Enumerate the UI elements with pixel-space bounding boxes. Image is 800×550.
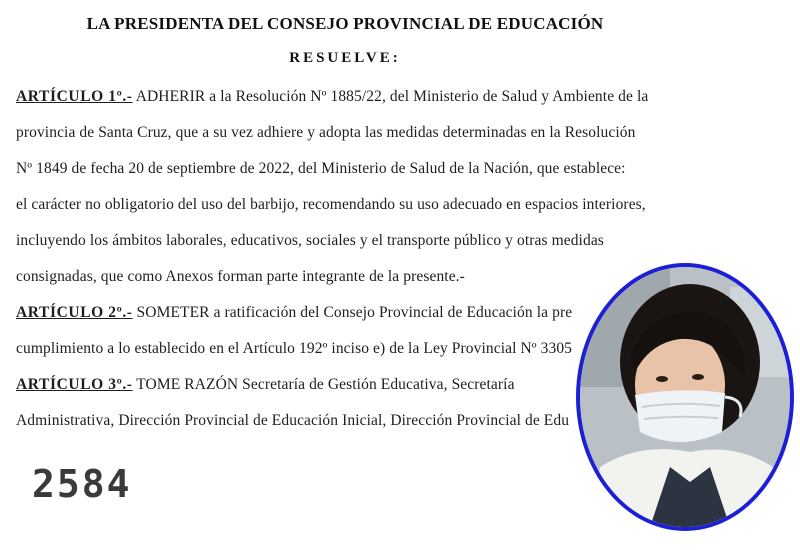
- article-2-text: SOMETER a ratificación del Consejo Provincial de Educación la pre: [132, 304, 573, 321]
- article-2-line-1: [16, 304, 572, 322]
- article-3-line-2: Administrativa, Dirección Provincial de Educación Inicial, Dirección Provincial de Edu: [16, 412, 570, 429]
- article-1-line-3: Nº 1849 de fecha 20 de septiembre de 2022, del Ministerio de Salud de la Nación, que establece:: [16, 160, 626, 177]
- resuelve-heading: RESUELVE:: [289, 50, 401, 66]
- article-3-text: TOME RAZÓN Secretaría de Gestión Educativa, Secretaría: [132, 376, 515, 393]
- article-1-line-2: provincia de Santa Cruz, que a su vez adhiere y adopta las medidas determinadas en la Resolución: [16, 124, 636, 141]
- article-1-line-5: incluyendo los ámbitos laborales, educativos, sociales y el transporte público y otras medidas: [16, 232, 604, 249]
- resolution-number-stamp: 2584: [32, 462, 132, 506]
- article-1-line-4: el carácter no obligatorio del uso del barbijo, recomendando su uso adecuado en espacios interiores,: [16, 196, 646, 213]
- article-1-text: ADHERIR a la Resolución Nº 1885/22, del Ministerio de Salud y Ambiente de la: [132, 88, 649, 105]
- document-heading: LA PRESIDENTA DEL CONSEJO PROVINCIAL DE EDUCACIÓN: [86, 14, 604, 33]
- article-3-line-1: [16, 376, 515, 394]
- article-3-label: ARTÍCULO 3º.-: [16, 376, 133, 393]
- article-2-line-2: cumplimiento a lo establecido en el Artículo 192º inciso e) de la Ley Provincial Nº 3305: [16, 340, 573, 357]
- article-1-line-6: consignadas, que como Anexos forman parte integrante de la presente.-: [16, 268, 465, 285]
- article-1-line-1: [16, 88, 648, 106]
- masked-girl-photo: [576, 263, 794, 531]
- photo-illustration: [580, 267, 790, 527]
- article-2-label: ARTÍCULO 2º.-: [16, 304, 133, 321]
- article-1-label: ARTÍCULO 1º.-: [16, 88, 133, 105]
